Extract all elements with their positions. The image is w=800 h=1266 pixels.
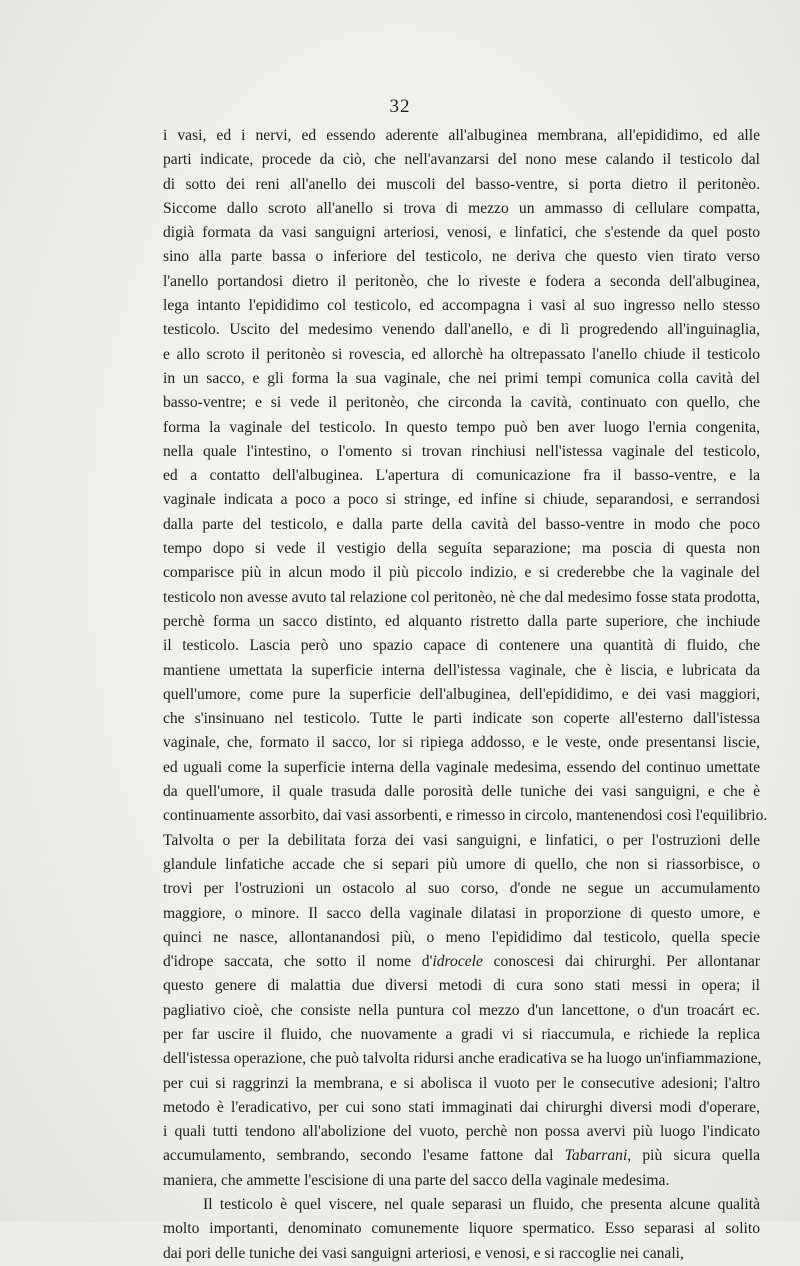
- text-line: che s'insinuano nel testicolo. Tutte le parti indicate son coperte all'esterno dall'istessa: [163, 710, 760, 728]
- text-line: vaginale, che, formato il sacco, lor si ripiega addosso, e le veste, onde presentansi liscie,: [163, 734, 760, 752]
- text-line: maniera, che ammette l'escisione di una parte del sacco della vaginale medesima.: [163, 1171, 670, 1189]
- text-line: d'idrope saccata, che sotto il nome d'idrocele conoscesi dai chirurghi. Per allontanar: [163, 953, 761, 971]
- text-line: questo genere di malattia due diversi metodi di cura sono stati messi in opera; il: [163, 977, 760, 995]
- italic-term: idrocele: [432, 953, 483, 971]
- italic-term: Tabarrani: [564, 1147, 628, 1165]
- paragraph: [163, 1193, 760, 1266]
- text-line: dell'istessa operazione, che può talvolta ridursi anche eradicativa se ha luogo un'infiammazione,: [163, 1050, 762, 1068]
- text-line: dai pori delle tuniche dei vasi sanguigni arteriosi, e venosi, e si raccoglie nei canali,: [163, 1244, 684, 1262]
- text-line: forma la vaginale del testicolo. In questo tempo può ben aver luogo l'ernia congenita,: [163, 418, 760, 436]
- text-line: lega intanto l'epididimo col testicolo, ed accompagna i vasi al suo ingresso nello stesso: [163, 297, 760, 315]
- text-line: maggiore, o minore. Il sacco della vaginale dilatasi in proporzione di questo umore, e: [163, 904, 760, 922]
- text-line: digià formata da vasi sanguigni arteriosi, venosi, e linfatici, che s'estende da quel posto: [163, 224, 760, 242]
- text-line: i quali tutti tendono all'abolizione del vuoto, perchè non possa avervi più luogo l'indicato: [163, 1123, 760, 1141]
- text-line: quinci ne nasce, allontanandosi più, o meno l'epididimo dal testicolo, quella specie: [163, 928, 760, 946]
- text-line: trovi per l'ostruzioni un ostacolo al suo corso, d'onde ne segue un accumulamento: [163, 880, 760, 898]
- text-line: nella quale l'intestino, o l'omento si trovan rinchiusi nell'istessa vaginale del testicolo,: [163, 442, 760, 460]
- text-line: per cui si raggrinzi la membrana, e si abolisca il vuoto per le consecutive adesioni; l'altro: [163, 1074, 760, 1092]
- text-line: Il testicolo è quel viscere, nel quale separasi un fluido, che presenta alcune qualità: [203, 1196, 760, 1214]
- page-number: 32: [389, 96, 411, 117]
- text-line: ed uguali come la superficie interna della vaginale medesima, essendo del continuo umettate: [163, 758, 760, 776]
- text-line: vaginale indicata a poco a poco si stringe, ed infine si chiude, separandosi, e serrandosi: [163, 491, 760, 509]
- text-line: parti indicate, procede da ciò, che nell'avanzarsi del nono mese calando il testicolo dal: [163, 151, 760, 169]
- text-line: per far uscire il fluido, che nuovamente a gradi vi si riaccumula, e richiede la replica: [163, 1025, 760, 1043]
- text-line: testicolo non avesse avuto tal relazione col peritonèo, nè che dal medesimo fosse stata prodotta,: [163, 588, 760, 606]
- text-line: metodo è l'eradicativo, per cui sono stati immaginati dai chirurghi diversi modi d'operare,: [163, 1098, 760, 1116]
- text-line: Siccome dallo scroto all'anello si trova di mezzo un ammasso di cellulare compatta,: [163, 199, 760, 217]
- text-line: e allo scroto il peritonèo si rovescia, ed allorchè ha oltrepassato l'anello chiude il testicolo: [163, 345, 760, 363]
- text-line: continuamente assorbito, dai vasi assorbenti, e rimesso in circolo, mantenendosi così l'equilibrio.: [163, 807, 768, 825]
- body-text: [163, 124, 768, 1266]
- text-line: tempo dopo si vede il vestigio della seguíta separazione; ma poscia di questa non: [163, 540, 760, 558]
- text-line: il testicolo. Lascia però uno spazio capace di contenere una quantità di fluido, che: [163, 637, 760, 655]
- text-line: pagliativo cioè, che consiste nella puntura col mezzo d'un lancettone, o d'un troacárt ec.: [163, 1001, 760, 1019]
- text-line: di sotto dei reni all'anello dei muscoli del basso-ventre, si porta dietro il peritonèo.: [163, 175, 760, 193]
- text-line: molto importanti, denominato comunemente liquore spermatico. Esso separasi al solito: [163, 1220, 760, 1238]
- text-line: accumulamento, sembrando, secondo l'esame fattone dal Tabarrani, più sicura quella: [163, 1147, 761, 1165]
- text-line: glandule linfatiche accade che si separi più umore di quello, che non si riassorbisce, o: [163, 855, 760, 873]
- text-line: mantiene umettata la superficie interna dell'istessa vaginale, che è liscia, e lubricata da: [163, 661, 760, 679]
- text-line: sino alla parte bassa o inferiore del testicolo, ne deriva che questo vien tirato verso: [163, 248, 760, 266]
- text-line: basso-ventre; e si vede il peritonèo, che circonda la cavità, continuato con quello, che: [163, 394, 760, 412]
- text-line: Talvolta o per la debilitata forza dei vasi sanguigni, e linfatici, o per l'ostruzioni delle: [163, 831, 760, 849]
- text-line: l'anello portandosi dietro il peritonèo, che lo riveste e fodera a seconda dell'albuginea,: [163, 272, 760, 290]
- text-line: perchè forma un sacco distinto, ed alquanto ristretto dalla parte superiore, che inchiude: [163, 612, 760, 630]
- text-line: i vasi, ed i nervi, ed essendo aderente all'albuginea membrana, all'epididimo, ed alle: [163, 127, 760, 144]
- text-line: comparisce più in alcun modo il più piccolo indizio, e si crederebbe che la vaginale del: [163, 564, 760, 582]
- paragraph: [163, 124, 768, 1193]
- text-line: testicolo. Uscito del medesimo venendo dall'anello, e di lì progredendo all'inguinaglia,: [163, 321, 760, 339]
- text-line: da quell'umore, il quale trasuda dalle porosità delle tuniche dei vasi sanguigni, e che è: [163, 783, 760, 801]
- text-line: dalla parte del testicolo, e dalla parte della cavità del basso-ventre in modo che poco: [163, 515, 760, 533]
- text-line: ed a contatto dell'albuginea. L'apertura di comunicazione fra il basso-ventre, e la: [163, 467, 760, 485]
- text-line: quell'umore, come pure la superficie dell'albuginea, dell'epididimo, e dei vasi maggiori,: [163, 685, 760, 703]
- text-line: in un sacco, e gli forma la sua vaginale, che nei primi tempi comunica colla cavità del: [163, 369, 760, 387]
